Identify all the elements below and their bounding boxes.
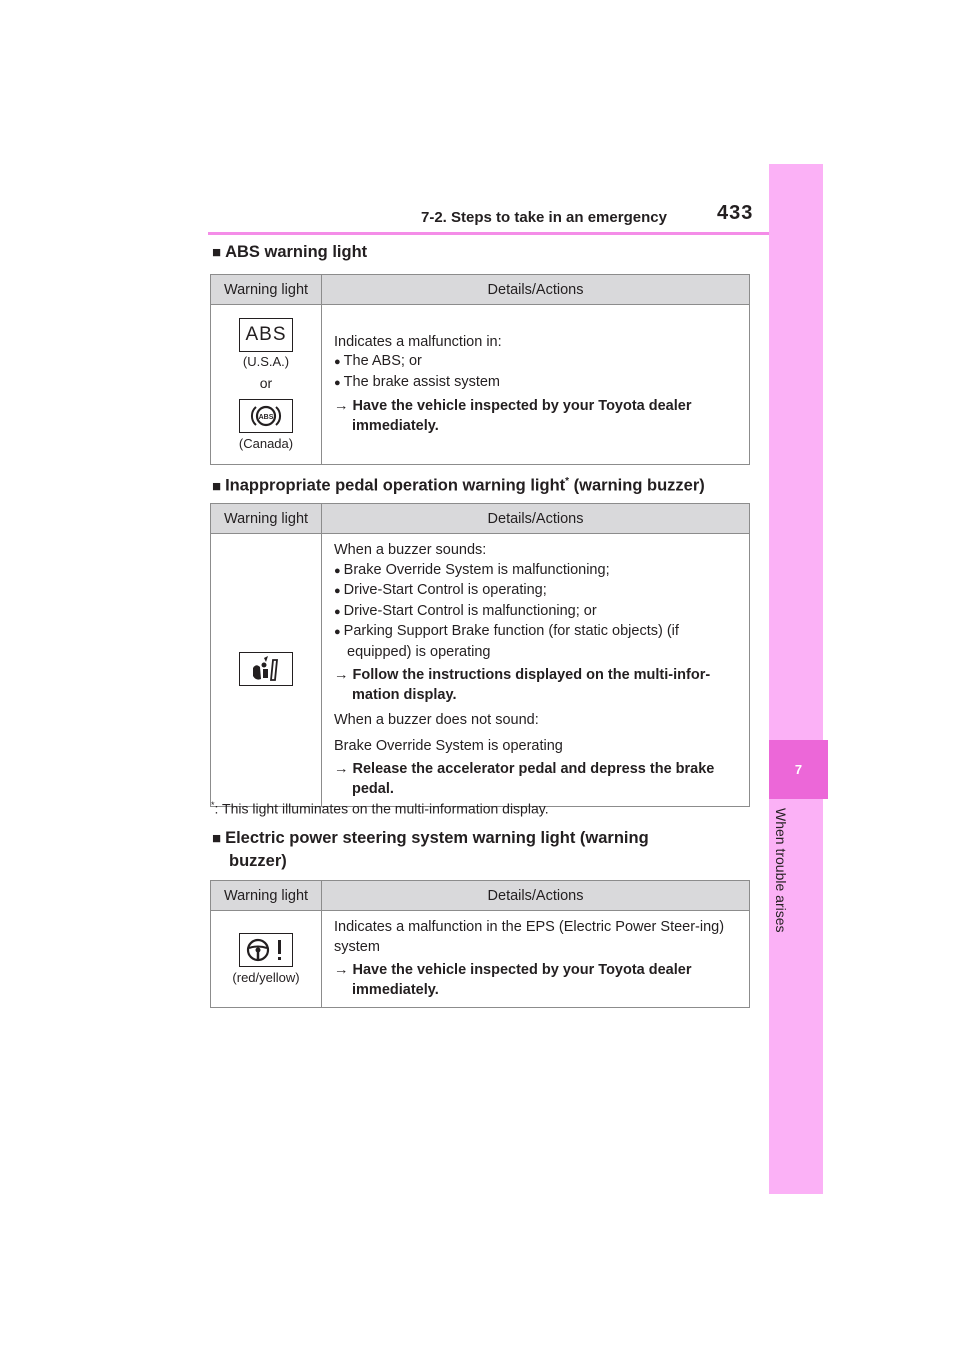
col-warning-light: Warning light [211, 881, 322, 911]
table-row [211, 911, 750, 1008]
eps-section-title-line2: buzzer) [229, 852, 287, 870]
abs-warning-table [210, 274, 750, 465]
eps-action: → Have the vehicle inspected by your Toyota dealer immediately. [334, 961, 743, 1000]
table-header-row [211, 275, 750, 305]
page-number: 433 [717, 202, 754, 224]
abs-canada-icon [239, 399, 293, 433]
list-item: ● Brake Override System is malfunctioning; [334, 561, 743, 582]
abs-section-heading [212, 241, 367, 264]
pedal-details-cell [322, 534, 750, 807]
col-warning-light: Warning light [211, 504, 322, 534]
eps-section-heading [212, 827, 649, 872]
pedal-section-title-suffix: (warning buzzer) [569, 476, 705, 495]
list-item: ● Parking Support Brake function (for static objects) (if equipped) is operating [334, 622, 743, 662]
abs-canada-icon-text: ABS [258, 414, 274, 421]
abs-usa-icon-text: ABS [245, 324, 287, 345]
footnote-text: : This light illuminates on the multi-information display. [214, 800, 549, 817]
pedal-icon-cell [211, 534, 322, 807]
section-marker: ■ [212, 244, 222, 261]
list-item: ● Drive-Start Control is malfunctioning; or [334, 602, 743, 623]
header-title: 7-2. Steps to take in an emergency [421, 209, 667, 226]
eps-icon-cell [211, 911, 322, 1008]
side-chapter-number: 7 [769, 740, 828, 799]
section-marker: ■ [212, 477, 222, 495]
list-item: ● Drive-Start Control is operating; [334, 581, 743, 602]
pedal-action-release: → Release the accelerator pedal and depress the brake pedal. [334, 760, 743, 799]
footnote-mark: * [211, 800, 215, 810]
table-header-row [211, 504, 750, 534]
table-row [211, 305, 750, 465]
abs-or-text: or [259, 375, 273, 391]
abs-circle-icon [248, 402, 284, 430]
pedal-action-follow: → Follow the instructions displayed on the multi-infor-mation display. [334, 666, 743, 705]
eps-caption: (red/yellow) [232, 970, 300, 985]
list-item: ● The ABS; or [334, 352, 743, 373]
pedal-icon [239, 652, 293, 686]
section-marker: ■ [212, 830, 222, 847]
col-warning-light: Warning light [211, 275, 322, 305]
list-item: ● The brake assist system [334, 373, 743, 394]
table-row [211, 534, 750, 807]
side-tab [769, 164, 823, 1194]
abs-section-title: ABS warning light [225, 243, 368, 261]
table-header-row [211, 881, 750, 911]
footnote [211, 800, 549, 817]
pedal-bos-operating: Brake Override System is operating [334, 737, 563, 754]
eps-warning-table [210, 880, 750, 1008]
abs-icon-cell [211, 305, 322, 465]
col-details-actions: Details/Actions [322, 881, 750, 911]
abs-canada-caption: (Canada) [238, 436, 294, 451]
abs-action: → Have the vehicle inspected by your Toyota dealer immediately. [334, 397, 743, 436]
col-details-actions: Details/Actions [322, 275, 750, 305]
pedal-section-title: Inappropriate pedal operation warning light [225, 476, 566, 495]
side-chapter-label: When trouble arises [773, 808, 789, 933]
abs-usa-caption: (U.S.A.) [242, 354, 290, 369]
eps-intro: Indicates a malfunction in the EPS (Electric Power Steer-ing) system [334, 919, 725, 955]
abs-intro: Indicates a malfunction in: [334, 333, 502, 350]
pedal-warning-table [210, 503, 750, 807]
pedal-no-sound: When a buzzer does not sound: [334, 712, 539, 728]
col-details-actions: Details/Actions [322, 504, 750, 534]
abs-details-cell [322, 305, 750, 465]
abs-usa-icon [239, 318, 293, 352]
pedal-intro: When a buzzer sounds: [334, 542, 487, 558]
pedal-section-heading [212, 471, 705, 498]
eps-icon [239, 933, 293, 967]
pedal-operation-icon [244, 654, 288, 684]
eps-details-cell [322, 911, 750, 1008]
steering-wheel-warning-icon [244, 936, 288, 964]
pedal-footnote-mark: * [565, 476, 570, 487]
eps-section-title-line1: Electric power steering system warning light (warning [225, 829, 649, 847]
header-rule [208, 232, 769, 235]
